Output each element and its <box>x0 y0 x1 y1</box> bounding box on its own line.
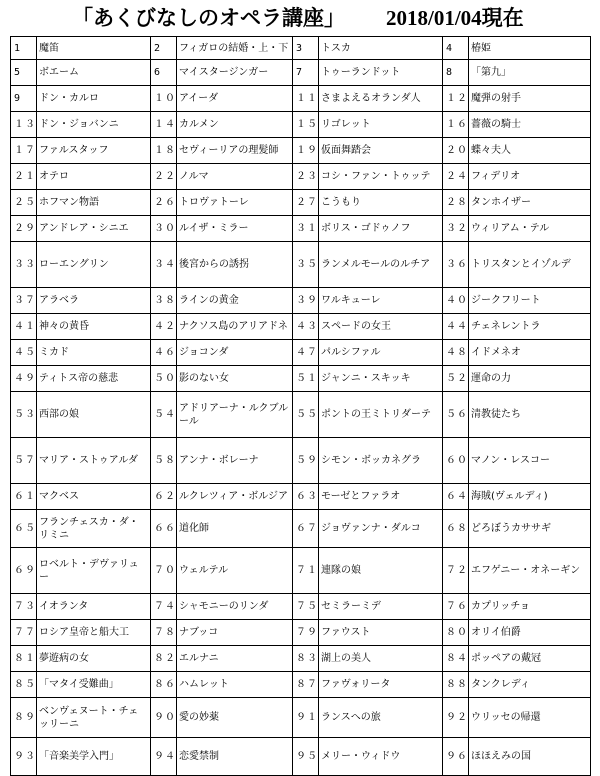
lecture-number: ２２ <box>151 164 177 190</box>
lecture-number: ２１ <box>11 164 37 190</box>
lecture-number: 8 <box>443 60 469 86</box>
opera-title: シモン・ボッカネグラ <box>319 438 443 484</box>
lecture-number: ９２ <box>443 698 469 738</box>
opera-title: シャモニーのリンダ <box>177 594 293 620</box>
opera-title: ノルマ <box>177 164 293 190</box>
lecture-number: 7 <box>293 60 319 86</box>
opera-title: メリー・ウィドウ <box>319 738 443 776</box>
opera-title: ファヴォリータ <box>319 672 443 698</box>
opera-title: セヴィーリアの理髪師 <box>177 138 293 164</box>
lecture-number: ２５ <box>11 190 37 216</box>
opera-title: 「音楽美学入門」 <box>37 738 151 776</box>
opera-title: ファルスタッフ <box>37 138 151 164</box>
opera-title: リゴレット <box>319 112 443 138</box>
lecture-number: ９１ <box>293 698 319 738</box>
table-row <box>11 646 591 672</box>
opera-title: エフゲニー・オネーギン <box>469 548 591 594</box>
opera-title: ドン・ジョバンニ <box>37 112 151 138</box>
lecture-number: ５３ <box>11 392 37 438</box>
opera-title: イオランタ <box>37 594 151 620</box>
opera-title: トスカ <box>319 37 443 60</box>
opera-title: ウェルテル <box>177 548 293 594</box>
lecture-number: ３８ <box>151 288 177 314</box>
table-row <box>11 510 591 548</box>
table-row <box>11 366 591 392</box>
lecture-number: ６５ <box>11 510 37 548</box>
opera-title: ナブッコ <box>177 620 293 646</box>
opera-title: セミラーミデ <box>319 594 443 620</box>
lecture-number: ６４ <box>443 484 469 510</box>
opera-title: 道化師 <box>177 510 293 548</box>
opera-title: ルクレツィア・ボルジア <box>177 484 293 510</box>
lecture-number: ９０ <box>151 698 177 738</box>
lecture-number: ２０ <box>443 138 469 164</box>
opera-title: トゥーランドット <box>319 60 443 86</box>
table-row <box>11 484 591 510</box>
page-title: 「あくびなしのオペラ講座」 <box>72 5 345 30</box>
opera-title: アンナ・ボレーナ <box>177 438 293 484</box>
opera-title: イドメネオ <box>469 340 591 366</box>
lecture-number: ３６ <box>443 242 469 288</box>
lecture-number: ３４ <box>151 242 177 288</box>
opera-title: エルナニ <box>177 646 293 672</box>
opera-title: 湖上の美人 <box>319 646 443 672</box>
opera-title: マリア・ストゥアルダ <box>37 438 151 484</box>
opera-title: カルメン <box>177 112 293 138</box>
as-of-date: 2018/01/04現在 <box>386 6 524 30</box>
lecture-number: ７２ <box>443 548 469 594</box>
table-row <box>11 672 591 698</box>
opera-title: パルシファル <box>319 340 443 366</box>
lecture-number: ８３ <box>293 646 319 672</box>
table-row <box>11 438 591 484</box>
lecture-number: ３３ <box>11 242 37 288</box>
lecture-number: ６６ <box>151 510 177 548</box>
table-row <box>11 242 591 288</box>
lecture-number: ７９ <box>293 620 319 646</box>
opera-title: ミカド <box>37 340 151 366</box>
opera-title: 仮面舞踏会 <box>319 138 443 164</box>
lecture-number: ７８ <box>151 620 177 646</box>
opera-title: フィデリオ <box>469 164 591 190</box>
opera-title: スペードの女王 <box>319 314 443 340</box>
opera-title: チェネレントラ <box>469 314 591 340</box>
lecture-number: １１ <box>293 86 319 112</box>
lecture-number: ６１ <box>11 484 37 510</box>
lecture-number: ６７ <box>293 510 319 548</box>
lecture-number: ８１ <box>11 646 37 672</box>
opera-title: ポントの王ミトリダーテ <box>319 392 443 438</box>
opera-title: オリイ伯爵 <box>469 620 591 646</box>
opera-title: マノン・レスコー <box>469 438 591 484</box>
lecture-number: ２７ <box>293 190 319 216</box>
opera-title: ロシア皇帝と船大工 <box>37 620 151 646</box>
opera-title: さまよえるオランダ人 <box>319 86 443 112</box>
opera-title: ポッペアの戴冠 <box>469 646 591 672</box>
lecture-number: ８０ <box>443 620 469 646</box>
opera-title: 後宮からの誘拐 <box>177 242 293 288</box>
lecture-number: １２ <box>443 86 469 112</box>
opera-title: 「第九」 <box>469 60 591 86</box>
opera-title: オテロ <box>37 164 151 190</box>
lecture-number: ７３ <box>11 594 37 620</box>
opera-title: ジョヴァンナ・ダルコ <box>319 510 443 548</box>
opera-title: 西部の娘 <box>37 392 151 438</box>
opera-title: タンクレディ <box>469 672 591 698</box>
lecture-number: １０ <box>151 86 177 112</box>
lecture-number: ３１ <box>293 216 319 242</box>
lecture-number: ６９ <box>11 548 37 594</box>
lecture-number: ５２ <box>443 366 469 392</box>
lecture-number: ６２ <box>151 484 177 510</box>
opera-title: アラベラ <box>37 288 151 314</box>
table-row <box>11 138 591 164</box>
lecture-number: 9 <box>11 86 37 112</box>
table-row <box>11 190 591 216</box>
opera-title: 清教徒たち <box>469 392 591 438</box>
opera-title: ティトス帝の慈悲 <box>37 366 151 392</box>
opera-title: ジョコンダ <box>177 340 293 366</box>
lecture-number: ２４ <box>443 164 469 190</box>
opera-title: ベンヴェヌート・チェッリーニ <box>37 698 151 738</box>
lecture-number: １９ <box>293 138 319 164</box>
lecture-number: 4 <box>443 37 469 60</box>
opera-title: ナクソス島のアリアドネ <box>177 314 293 340</box>
table-row <box>11 698 591 738</box>
table-row <box>11 86 591 112</box>
opera-title: 運命の力 <box>469 366 591 392</box>
lecture-number: １６ <box>443 112 469 138</box>
opera-title: ラインの黄金 <box>177 288 293 314</box>
table-row <box>11 314 591 340</box>
lecture-number: ４６ <box>151 340 177 366</box>
table-row <box>11 164 591 190</box>
lecture-number: 2 <box>151 37 177 60</box>
opera-title: こうもり <box>319 190 443 216</box>
opera-title: ホフマン物語 <box>37 190 151 216</box>
lecture-number: ７１ <box>293 548 319 594</box>
opera-title: マイスタージンガー <box>177 60 293 86</box>
lecture-number: ３９ <box>293 288 319 314</box>
lecture-number: １４ <box>151 112 177 138</box>
lecture-number: ４３ <box>293 314 319 340</box>
lecture-number: ４２ <box>151 314 177 340</box>
opera-title: マクベス <box>37 484 151 510</box>
lecture-number: ６３ <box>293 484 319 510</box>
opera-title: アドリアーナ・ルクブルール <box>177 392 293 438</box>
opera-title: トロヴァトーレ <box>177 190 293 216</box>
lecture-number: １５ <box>293 112 319 138</box>
lecture-number: ６８ <box>443 510 469 548</box>
opera-title: ローエングリン <box>37 242 151 288</box>
opera-title: ファウスト <box>319 620 443 646</box>
table-row <box>11 216 591 242</box>
opera-title: ランスへの旅 <box>319 698 443 738</box>
opera-title: ジークフリート <box>469 288 591 314</box>
lecture-number: ５７ <box>11 438 37 484</box>
page-header <box>0 0 600 34</box>
lecture-number: ４４ <box>443 314 469 340</box>
lecture-number: ３０ <box>151 216 177 242</box>
opera-title: コシ・ファン・トゥッテ <box>319 164 443 190</box>
lecture-number: ８２ <box>151 646 177 672</box>
opera-title: ボエーム <box>37 60 151 86</box>
lecture-number: ４１ <box>11 314 37 340</box>
table-row <box>11 112 591 138</box>
opera-title: ロベルト・デヴァリュー <box>37 548 151 594</box>
opera-title: 魔弾の射手 <box>469 86 591 112</box>
opera-list-table <box>10 36 591 776</box>
lecture-number: ７５ <box>293 594 319 620</box>
opera-title: 恋愛禁制 <box>177 738 293 776</box>
lecture-number: ２６ <box>151 190 177 216</box>
table-row <box>11 37 591 60</box>
opera-title: どろぼうカササギ <box>469 510 591 548</box>
opera-title: アイーダ <box>177 86 293 112</box>
lecture-number: 5 <box>11 60 37 86</box>
lecture-number: ８９ <box>11 698 37 738</box>
lecture-number: ７６ <box>443 594 469 620</box>
lecture-number: ６０ <box>443 438 469 484</box>
lecture-number: ９４ <box>151 738 177 776</box>
opera-title: アンドレア・シニエ <box>37 216 151 242</box>
opera-title: カプリッチョ <box>469 594 591 620</box>
lecture-number: ４９ <box>11 366 37 392</box>
lecture-number: ５５ <box>293 392 319 438</box>
opera-title: ウィリアム・テル <box>469 216 591 242</box>
opera-title: ウリッセの帰還 <box>469 698 591 738</box>
table-row <box>11 620 591 646</box>
lecture-number: ５１ <box>293 366 319 392</box>
lecture-number: 3 <box>293 37 319 60</box>
lecture-number: ８７ <box>293 672 319 698</box>
lecture-number: ３２ <box>443 216 469 242</box>
lecture-number: ４５ <box>11 340 37 366</box>
opera-title: モーゼとファラオ <box>319 484 443 510</box>
lecture-number: ５４ <box>151 392 177 438</box>
lecture-number: ２９ <box>11 216 37 242</box>
lecture-number: ５０ <box>151 366 177 392</box>
lecture-number: ４０ <box>443 288 469 314</box>
opera-title: 蝶々夫人 <box>469 138 591 164</box>
lecture-number: 6 <box>151 60 177 86</box>
table-row <box>11 288 591 314</box>
opera-title: 神々の黄昏 <box>37 314 151 340</box>
lecture-number: ４８ <box>443 340 469 366</box>
lecture-number: 1 <box>11 37 37 60</box>
lecture-number: ８５ <box>11 672 37 698</box>
lecture-number: １３ <box>11 112 37 138</box>
lecture-number: ２３ <box>293 164 319 190</box>
lecture-number: ８６ <box>151 672 177 698</box>
opera-title: ランメルモールのルチア <box>319 242 443 288</box>
table-row <box>11 392 591 438</box>
lecture-number: ３５ <box>293 242 319 288</box>
lecture-number: ８８ <box>443 672 469 698</box>
opera-title: ルイザ・ミラー <box>177 216 293 242</box>
opera-list-body <box>11 37 591 776</box>
opera-title: 愛の妙薬 <box>177 698 293 738</box>
opera-title: 夢遊病の女 <box>37 646 151 672</box>
opera-title: ジャンニ・スキッキ <box>319 366 443 392</box>
lecture-number: ５６ <box>443 392 469 438</box>
lecture-number: ７７ <box>11 620 37 646</box>
lecture-number: ９６ <box>443 738 469 776</box>
lecture-number: ８４ <box>443 646 469 672</box>
table-row <box>11 738 591 776</box>
opera-title: ハムレット <box>177 672 293 698</box>
opera-title: ほほえみの国 <box>469 738 591 776</box>
table-row <box>11 60 591 86</box>
lecture-number: １８ <box>151 138 177 164</box>
opera-title: トリスタンとイゾルデ <box>469 242 591 288</box>
opera-title: 魔笛 <box>37 37 151 60</box>
opera-title: 連隊の娘 <box>319 548 443 594</box>
opera-title: タンホイザー <box>469 190 591 216</box>
lecture-number: ３７ <box>11 288 37 314</box>
lecture-number: ９５ <box>293 738 319 776</box>
lecture-number: １７ <box>11 138 37 164</box>
lecture-number: ４７ <box>293 340 319 366</box>
opera-title: フランチェスカ・ダ・リミニ <box>37 510 151 548</box>
opera-title: ボリス・ゴドゥノフ <box>319 216 443 242</box>
lecture-number: ５８ <box>151 438 177 484</box>
opera-title: 影のない女 <box>177 366 293 392</box>
opera-title: フィガロの結婚・上・下 <box>177 37 293 60</box>
lecture-number: ７０ <box>151 548 177 594</box>
table-row <box>11 594 591 620</box>
opera-title: 「マタイ受難曲」 <box>37 672 151 698</box>
lecture-number: ７４ <box>151 594 177 620</box>
table-row <box>11 340 591 366</box>
opera-title: ドン・カルロ <box>37 86 151 112</box>
opera-title: 海賊(ヴェルディ) <box>469 484 591 510</box>
lecture-number: ５９ <box>293 438 319 484</box>
opera-title: 椿姫 <box>469 37 591 60</box>
opera-title: ワルキューレ <box>319 288 443 314</box>
lecture-number: ２８ <box>443 190 469 216</box>
table-row <box>11 548 591 594</box>
opera-title: 薔薇の騎士 <box>469 112 591 138</box>
lecture-number: ９３ <box>11 738 37 776</box>
